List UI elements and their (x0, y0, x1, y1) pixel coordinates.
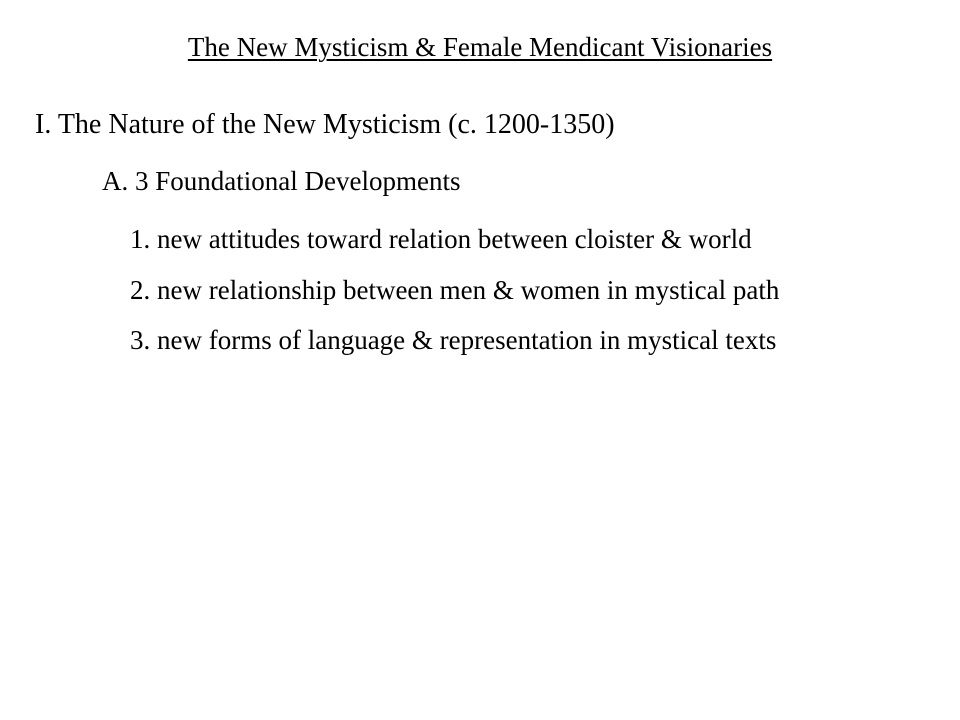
subsection-heading: A. 3 Foundational Developments (102, 166, 461, 196)
slide-title (0, 30, 960, 64)
list-item: 1. new attitudes toward relation between cloister & world (130, 224, 752, 254)
list-item: 3. new forms of language & representation in mystical texts (130, 325, 777, 355)
slide-title-text: The New Mysticism & Female Mendicant Visionaries (187, 32, 773, 62)
list-item: 2. new relationship between men & women in mystical path (130, 275, 780, 305)
section-heading: I. The Nature of the New Mysticism (c. 1200-1350) (35, 109, 615, 140)
